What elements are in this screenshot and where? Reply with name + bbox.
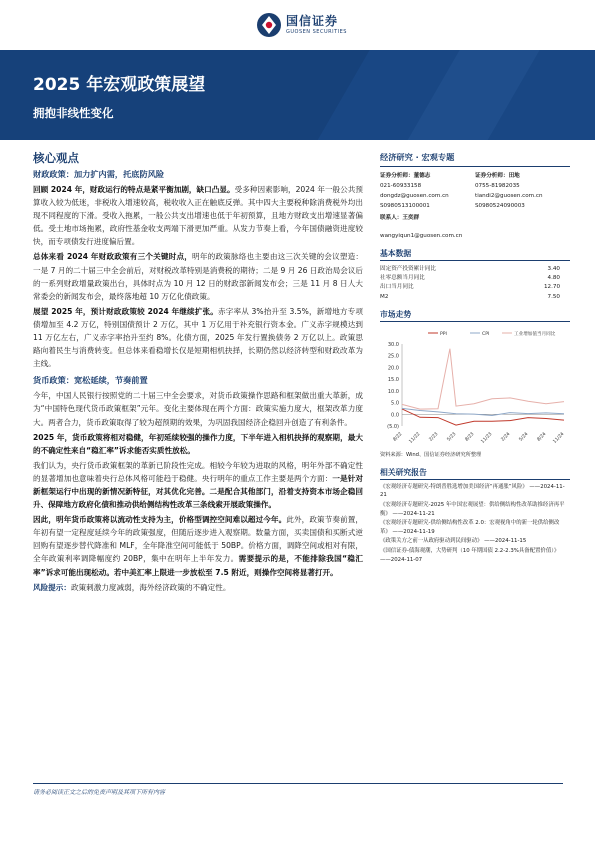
- y-tick-label: 10.0: [387, 388, 399, 395]
- x-tick-label: 11/24: [552, 431, 566, 445]
- data-label: 出口当月同比: [380, 284, 414, 291]
- data-label: 社零总额当月同比: [380, 275, 425, 282]
- legend-label: PPI: [440, 331, 447, 337]
- market-trend-title: 市场走势: [380, 308, 570, 322]
- data-value: 4.80: [547, 275, 560, 282]
- x-tick-label: 2/23: [428, 431, 440, 443]
- company-logo: [256, 8, 347, 42]
- report-date: ——2024-11-15: [484, 538, 527, 545]
- x-tick-label: 11/22: [408, 431, 422, 445]
- risk-label: 风险提示：: [33, 582, 71, 592]
- paragraph-body: 赤字率从 3%抬升至 3.5%，新增地方专项债增加至 4.2 万亿，特别国债预计 2 万亿，其中 1 万亿用于补充银行资本金。广义赤字规模达到 11 万亿左右，广义赤字率抬升至约 8%。化债方面，2025 年发行置换债务 2 万亿以上。政策思路向着民生与消费转变。但总体来看稳增长仅是短期相机抉择，长期仍然以经济转型和财政改革为主线。: [33, 306, 364, 369]
- analyst-email[interactable]: dongdz@guosen.com.cn: [380, 193, 449, 199]
- paragraph-emphasis: 需要提示的是，不能排除我国“稳汇率”诉求可能出现松动。若中美汇率上限进一步放松至 7.5 附近，则操作空间将显著打开。: [33, 554, 363, 577]
- paragraph-body: 此外，政策节奏前置，年初有望一定程度延续今年的政策强度，但随后逐步进入观察期。数量方面，买卖国债和买断式逆回购有望逐步替代降准和 MLF，全年降准空间可能低于 50BP。价格方面，调降空间或相对有限，全年政策利率调降幅度约 20BP，集中在明年上半年发力。: [33, 515, 364, 564]
- paragraph-lead: 回顾 2024 年，财政运行的特点是紧平衡加剧，缺口凸显。: [33, 185, 235, 194]
- report-link[interactable]: 《宏观经济专题研究-供给侧结构性改革 2.0：宏观视角中的新一轮供给侧改革》: [380, 520, 560, 535]
- analyst-name: 田地: [508, 173, 520, 179]
- y-tick-label: 15.0: [387, 376, 399, 383]
- report-link[interactable]: 《宏观经济专题研究-2025 年中国宏观展望：供给侧结构性改革助推经济再平衡》: [380, 502, 565, 517]
- y-tick-label: 0.0: [391, 412, 399, 419]
- monetary-paragraph-2: [33, 431, 363, 457]
- x-tick-label: 8/24: [536, 431, 548, 443]
- paragraph-lead: 展望 2025 年，预计财政政策较 2024 年继续扩张。: [33, 306, 219, 316]
- title-banner: [0, 50, 595, 140]
- x-tick-label: 2/24: [500, 431, 512, 443]
- basic-data-table: [380, 265, 570, 302]
- section-title-core-views: 核心观点: [33, 151, 79, 165]
- logo-text-cn: 国信证券: [286, 14, 339, 28]
- y-tick-label: 20.0: [387, 365, 399, 372]
- table-row: [380, 293, 570, 302]
- series-line: [402, 349, 564, 409]
- y-tick-label: 30.0: [387, 341, 399, 348]
- contact-name: 王奕群: [402, 215, 420, 221]
- related-reports-list: [380, 483, 570, 564]
- paragraph-lead: 2025 年，货币政策将相对稳健，年初延续较强的操作力度，下半年进入相机抉择的观察期，最大的不确定性来自“稳汇率”诉求能否实质性放松。: [33, 432, 363, 455]
- monetary-policy-subtitle: 货币政策：宽松延续，节奏前置: [33, 375, 148, 386]
- paragraph-body: 明年的政策脉络也主要由这三次关键的会议塑造：一是 7 月的二十届三中全会前后，对财税改革特别是消费税的期待；二是 9 月 26 日政治局会议后的一系列财政增量政策出台，具体时点为 10 月 12 日的财政部新闻发布会；三是 11 月 8 日人大常委会的新闻发布会，最终落地超 10 万亿化债政策。: [33, 252, 364, 301]
- table-row: [380, 274, 570, 283]
- report-date: ——2024-11-19: [392, 528, 435, 535]
- contact-person: [380, 213, 570, 223]
- main-content: [33, 150, 363, 594]
- report-link[interactable]: 《政策关方之前一从政府驱动到民间驱动》: [380, 538, 483, 545]
- monetary-paragraph-3: [33, 459, 363, 511]
- report-date: ——2024-11-21: [392, 510, 435, 517]
- list-item[interactable]: [380, 537, 570, 546]
- analyst-phone: 021-60933158: [380, 183, 422, 189]
- x-tick-label: 5/24: [518, 431, 530, 443]
- table-row: [380, 283, 570, 292]
- footer-divider: [33, 783, 563, 784]
- report-date: ——2024-11-21: [380, 483, 565, 499]
- table-row: [380, 265, 570, 274]
- basic-data-title: 基本数据: [380, 247, 570, 261]
- analyst-card: [475, 171, 570, 211]
- trend-chart-svg: [380, 326, 570, 446]
- chart-source: 资料来源：Wind、国信证券经济研究所整理: [380, 451, 482, 458]
- paragraph-lead: 总体来看 2024 年财政政策有三个关键时点，: [33, 252, 193, 262]
- risk-warning: [33, 581, 363, 594]
- contact-role: 联系人：: [380, 215, 403, 221]
- report-link[interactable]: 《国信证券-债海观潮，大势研判（10 年期国债 2.2-2.3%具备配置价值）》: [380, 547, 560, 554]
- market-trend-chart: [380, 326, 570, 450]
- list-item[interactable]: [380, 547, 570, 564]
- contact-email[interactable]: wangyiqun1@guosen.com.cn: [380, 233, 463, 239]
- fiscal-paragraph-1: [33, 183, 363, 248]
- y-tick-label: 25.0: [387, 353, 399, 360]
- list-item[interactable]: [380, 483, 570, 500]
- list-item[interactable]: [380, 501, 570, 518]
- paragraph-lead: 因此，明年货币政策将以流动性支持为主，价格型调控空间难以超过今年。: [33, 515, 287, 525]
- data-label: M2: [380, 293, 389, 300]
- analyst-role: 证券分析师：: [475, 173, 509, 179]
- legend-label: 工业增加值当月同比: [514, 331, 556, 337]
- paragraph-body: 受多种因素影响，2024 年一般公共预算收入较为低迷，非税收入增速较高，税收收入正在触底反弹。其中四大主要税种除消费税外均出现不同程度的下滑。受收入拖累，一般公共支出增速也低于年初预算，且地方财政支出增速显著偏低。受土地市场拖累，政府性基金收支两端下滑更加严重。从发力节奏上看，今年国债融资进度较快，而专项债发行进度偏后置。: [33, 185, 363, 247]
- related-reports-title: 相关研究报告: [380, 466, 570, 480]
- monetary-paragraph-4: [33, 513, 363, 578]
- x-tick-label: 8/23: [464, 431, 476, 443]
- fiscal-paragraph-3: [33, 305, 363, 370]
- data-value: 3.40: [547, 266, 560, 272]
- logo-mark-icon: [256, 12, 282, 38]
- report-link[interactable]: 《宏观经济专题研究-特朗普胜选增加美国经济“再通胀”风险》: [380, 483, 528, 490]
- risk-text: 政策刺激力度减弱，海外经济政策的不确定性。: [70, 582, 231, 592]
- x-tick-label: 11/23: [480, 431, 494, 445]
- monetary-paragraph-1: 今年，中国人民银行按照党的二十届三中全会要求，对货币政策操作思路和框架做出重大革新，成为“中国特色现代货币政策框架”元年。变化主要体现在两个方面：政策实施力度大，框架改革力度大。两者合力，货币政策取得了较为超预期的效果，为巩固我国经济企稳回升创造了有利条件。: [33, 391, 363, 427]
- sidebar: [380, 150, 570, 565]
- analyst-list: [380, 171, 570, 211]
- x-tick-label: 5/23: [446, 431, 458, 443]
- analyst-role: 证券分析师：: [380, 173, 414, 179]
- analyst-cert: S0980513100001: [380, 203, 430, 209]
- report-title: 2025 年宏观政策展望: [33, 75, 206, 95]
- analyst-phone: 0755-81982035: [475, 183, 520, 189]
- y-tick-label: 5.0: [391, 400, 399, 407]
- report-category: 经济研究 · 宏观专题: [380, 150, 570, 167]
- analyst-name: 董德志: [413, 173, 431, 179]
- paragraph-emphasis: 一是针对新框架运行中出现的新情况新特征，对其优化完善。二是配合其他部门，沿着支持资本市场企稳回升、保障地方政府化债和推动供给侧结构性改革三条线索开展政策操作。: [33, 473, 363, 510]
- data-value: 7.50: [547, 293, 560, 300]
- analyst-card: [380, 171, 475, 211]
- fiscal-paragraph-2: [33, 250, 363, 302]
- report-subtitle: 拥抱非线性变化: [33, 106, 114, 120]
- list-item[interactable]: [380, 519, 570, 536]
- legend-label: CPI: [482, 331, 490, 337]
- x-tick-label: 8/22: [392, 431, 404, 443]
- data-value: 12.70: [543, 284, 560, 291]
- logo-text-en: GUOSEN SECURITIES: [286, 29, 347, 35]
- fiscal-policy-subtitle: 财政政策：加力扩内需，托底防风险: [33, 169, 165, 179]
- y-tick-label: (5.0): [387, 423, 399, 430]
- analyst-email[interactable]: tiandi2@guosen.com.cn: [475, 193, 543, 199]
- footer-disclaimer: 请务必阅读正文之后的免责声明及其项下所有内容: [33, 789, 166, 796]
- paragraph-body: 我们认为，央行货币政策框架的革新已阶段性完成。相较今年较为进取的风格，明年外部不确定性的显著增加也意味着央行总体风格可能趋于稳健。央行明年的重点工作主要是两个方面：: [33, 460, 363, 483]
- data-label: 固定资产投资累计同比: [380, 266, 436, 272]
- analyst-cert: S0980524090003: [475, 203, 525, 209]
- report-date: ——2024-11-07: [380, 556, 423, 563]
